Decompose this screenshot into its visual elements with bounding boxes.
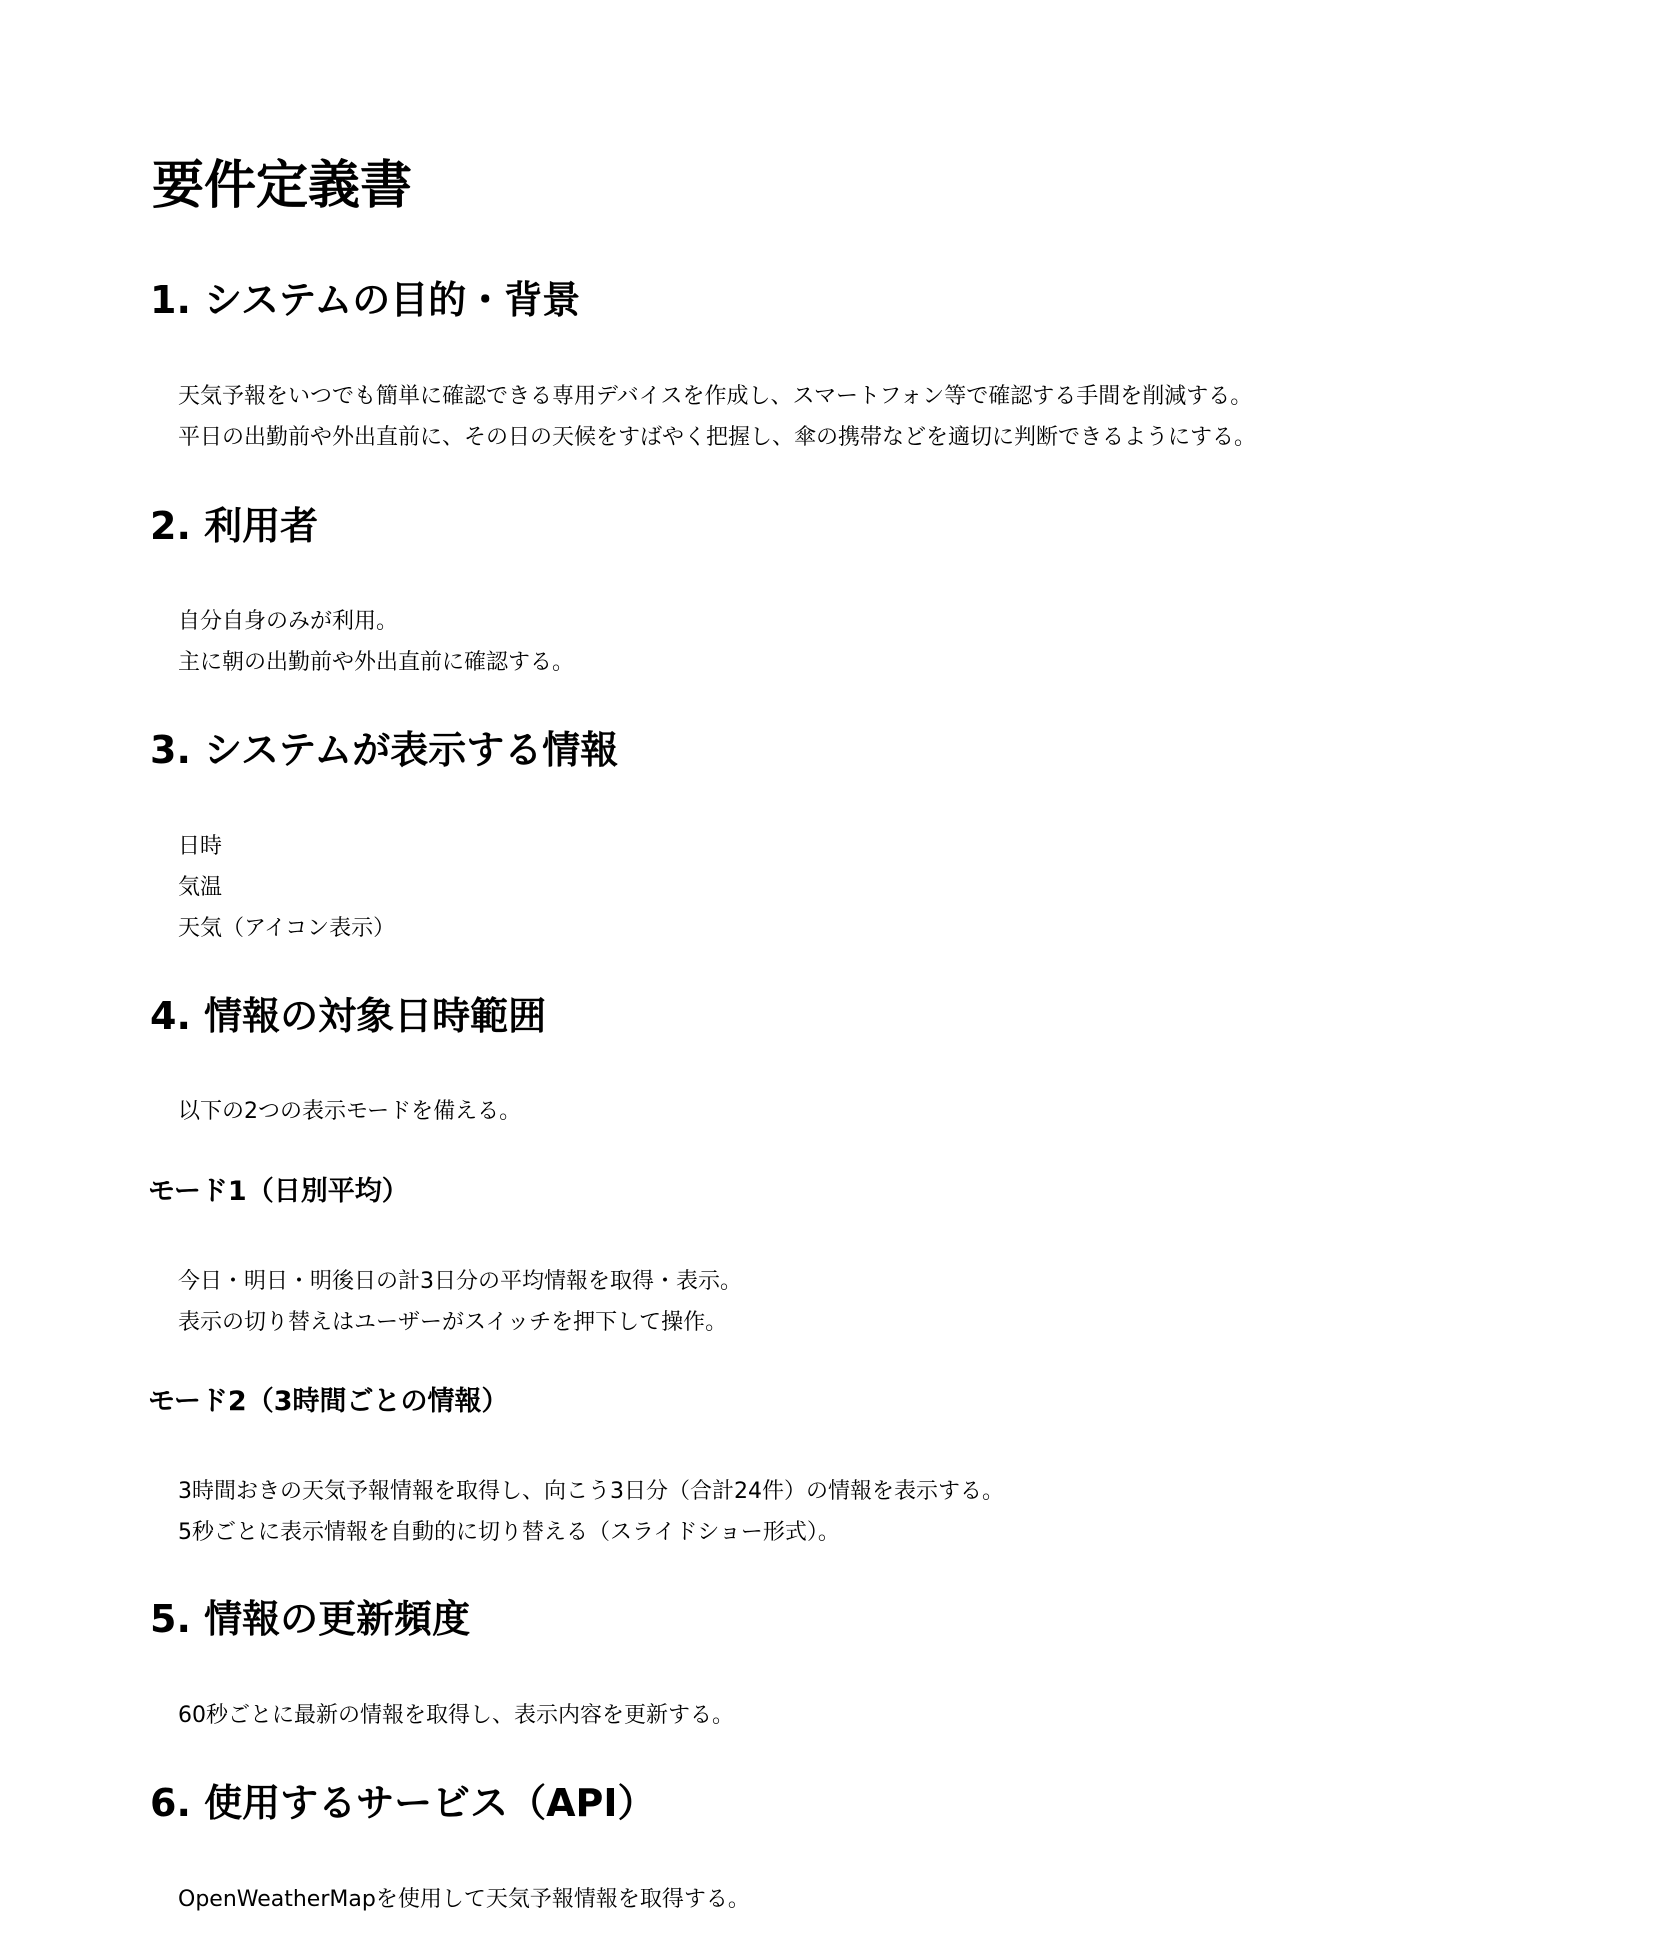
section-3-heading: 3. システムが表示する情報 — [150, 728, 619, 772]
section-3-line-1: 日時 — [178, 834, 223, 859]
mode-1-heading: モード1（日別平均） — [148, 1176, 409, 1207]
section-3-line-2: 気温 — [178, 875, 223, 900]
mode-2-line-1: 3時間おきの天気予報情報を取得し、向こう3日分（合計24件）の情報を表示する。 — [178, 1479, 1004, 1504]
section-3-line-3: 天気（アイコン表示） — [178, 916, 396, 941]
mode-1-line-2: 表示の切り替えはユーザーがスイッチを押下して操作。 — [178, 1310, 728, 1335]
section-6-heading: 6. 使用するサービス（API） — [150, 1781, 656, 1825]
section-1-body — [178, 376, 1256, 458]
section-2-heading: 2. 利用者 — [150, 504, 319, 548]
section-3-body — [178, 826, 395, 949]
mode-1-body — [178, 1261, 742, 1343]
mode-1-line-1: 今日・明日・明後日の計3日分の平均情報を取得・表示。 — [178, 1269, 742, 1294]
section-5-line-1: 60秒ごとに最新の情報を取得し、表示内容を更新する。 — [178, 1703, 734, 1728]
section-1-heading: 1. システムの目的・背景 — [150, 278, 581, 322]
section-2-line-2: 主に朝の出勤前や外出直前に確認する。 — [178, 650, 575, 675]
section-4-heading: 4. 情報の対象日時範囲 — [150, 994, 547, 1038]
section-2-line-1: 自分自身のみが利用。 — [178, 609, 399, 634]
section-2-body — [178, 601, 574, 683]
section-4-body — [178, 1091, 521, 1132]
section-6-body — [178, 1879, 750, 1920]
mode-2-body — [178, 1471, 1004, 1553]
mode-2-line-2: 5秒ごとに表示情報を自動的に切り替える（スライドショー形式）。 — [178, 1520, 840, 1545]
section-1-line-1: 天気予報をいつでも簡単に確認できる専用デバイスを作成し、スマートフォン等で確認する手間を削減する。 — [178, 384, 1253, 409]
section-1-line-2: 平日の出勤前や外出直前に、その日の天候をすばやく把握し、傘の携帯などを適切に判断できるようにする。 — [178, 425, 1257, 450]
mode-2-heading: モード2（3時間ごとの情報） — [148, 1386, 509, 1417]
section-6-line-1: OpenWeatherMapを使用して天気予報情報を取得する。 — [178, 1887, 750, 1912]
page-title: 要件定義書 — [152, 156, 413, 216]
section-5-heading: 5. 情報の更新頻度 — [150, 1597, 471, 1641]
section-5-body — [178, 1695, 734, 1736]
section-4-line-1: 以下の2つの表示モードを備える。 — [178, 1099, 522, 1124]
